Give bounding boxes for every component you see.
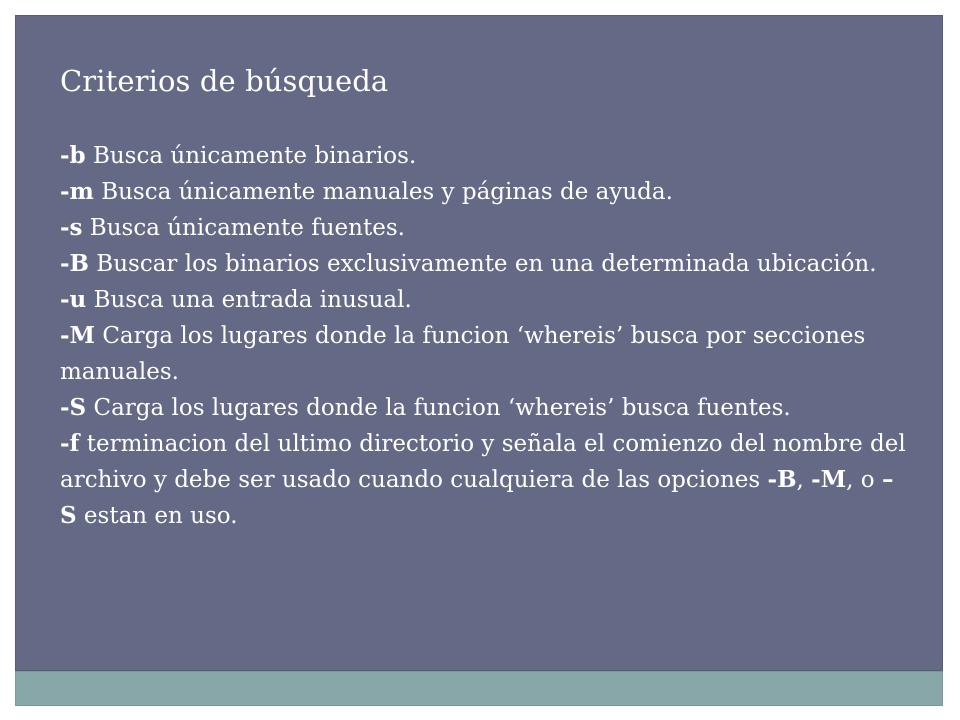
option-item-M: [60, 318, 910, 390]
option-description: Busca una entrada inusual.: [86, 287, 412, 313]
option-item-m: [60, 174, 910, 210]
option-flag: -u: [60, 286, 87, 313]
option-description-end: estan en uso.: [76, 503, 238, 529]
option-item-s: [60, 210, 910, 246]
option-item-b: [60, 138, 910, 174]
option-list: [60, 138, 910, 534]
option-flag-ref-M: -M: [811, 466, 847, 493]
option-flag: -S: [60, 394, 87, 421]
option-flag: -M: [60, 322, 96, 349]
option-flag-ref-B: -B: [767, 466, 797, 493]
option-item-f: [60, 426, 910, 534]
option-flag: -f: [60, 430, 80, 457]
option-description: Carga los lugares donde la funcion ‘whereis’ busca fuentes.: [86, 395, 791, 421]
option-flag-ref-S: –S: [60, 466, 894, 529]
option-description: Busca únicamente binarios.: [85, 143, 417, 169]
option-separator: , o: [846, 467, 882, 493]
option-flag: -B: [60, 250, 89, 277]
option-separator: ,: [796, 467, 812, 493]
slide-content: [60, 62, 910, 534]
slide-footer-bar: [15, 671, 943, 706]
slide-title: Criterios de búsqueda: [60, 64, 389, 98]
option-description: Busca únicamente manuales y páginas de ayuda.: [93, 179, 673, 205]
option-flag: -m: [60, 178, 94, 205]
option-description: Busca únicamente fuentes.: [82, 215, 405, 241]
option-description: terminacion del ultimo directorio y señala el comienzo del nombre del archivo y debe ser usado cuando cualquiera de las opciones: [60, 431, 906, 493]
option-flag: -s: [60, 214, 83, 241]
option-item-u: [60, 282, 910, 318]
option-description: Buscar los binarios exclusivamente en una determinada ubicación.: [89, 251, 877, 277]
option-description: Carga los lugares donde la funcion ‘whereis’ busca por secciones manuales.: [60, 323, 866, 385]
option-item-S: [60, 390, 910, 426]
option-item-B: [60, 246, 910, 282]
option-flag: -b: [60, 142, 86, 169]
